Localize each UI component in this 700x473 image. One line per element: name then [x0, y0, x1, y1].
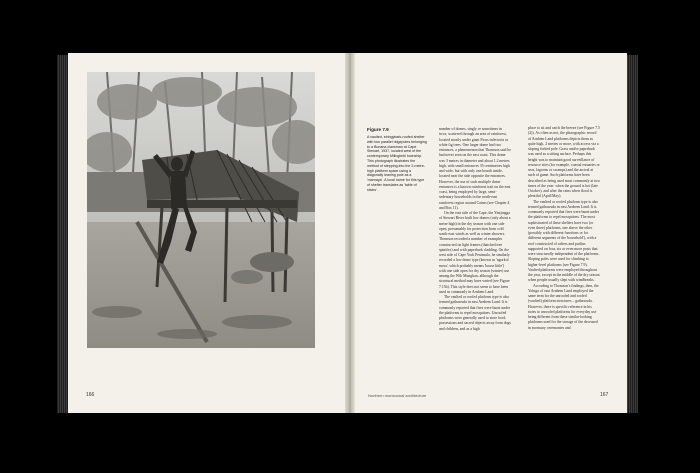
paragraph: place to sit and catch the breeze (see Figure 7.5 (2)). As often as not, the photographic record of Arnhem Land platforms depicts them as quite high, 2 metres or more, with access via a sloping forked pole. Grass and/or paperbark was used as a sitting surface. Perhaps this height was to maintain good surveillance of resource sites (for example, coastal estuaries or seas, lagoons or swamps) and the arrival at such of game. Such platforms have been described as being used most commonly at two times of the year: when the ground is hot (late October), and after the rains when flood is plentiful (April/May).	[528, 126, 600, 199]
book-page-edges-right	[627, 55, 638, 413]
page-number-left: 166	[86, 392, 95, 398]
paragraph: number of domes, singly or sometimes in twos, scattered through an area of rainforest, located mostly under giant Ficus infectoria or white fig trees. One larger dome had two entrances, a phenomenon that Thomson said he had never seen on the east coast. This dome was 3 metres in diameter and about 1.2 metres high, with small entrances 35 centimetres high and wide, but with only one hearth inside, located near the side opposite the entrances. However, the use of such multiple dome entrances is a known rainforest trait on the east coast, being employed by large, semi-sedentary households in the north-east rainforest region around Cairns (see Chapter 4 and Box 11).	[439, 127, 511, 210]
page-number-right: 167	[600, 392, 609, 398]
figure-caption-title: Figure 7.9	[367, 127, 389, 132]
paragraph: On the east side of the Cape, the Yintjingga of Stewart River built low domes (only about a metre high) in the dry season with one side open, presumably for protection from cold south-east winds as well as winter showers. Thomson recorded a number of examples constructed on light frames (thatched tree spinifex) and with paperbark cladding. On the west side of Cape York Peninsula, he similarly recorded a low dome type (known as 'ngorkol mora', which probably means 'house little') with one side open for dry season (winter) use among the Wik Mungkan, although the structural method may have varied (see Figure 7.15b). This style does not seem to have been used as commonly in Arnhem Land.	[439, 211, 511, 294]
paragraph: The vaulted or roofed platform type is also termed gathawuda in east Arnhem Land. It is commonly reported that fires were burnt under the platforms to repel mosquitoes. Unroofed platforms were generally used to store food, possessions and sacred objects away from dogs and children, and as a high	[439, 295, 511, 331]
body-text-column-1	[439, 127, 511, 387]
book-page-edges-left	[57, 55, 68, 413]
running-head: Northern monsoonal architecture	[368, 393, 427, 398]
figure-caption	[367, 127, 427, 193]
paragraph: According to Thomson's findings, then, the Yolngu of east Arnhem Land employed the same term for the unroofed and roofed (vaulted) platform structures – gathawuda. However, there is specific reference in his notes to unroofed platforms for everyday use being different from these similar-looking platforms used for the storage of the deceased in mortuary ceremonies and	[528, 283, 599, 330]
paragraph: The vaulted or roofed platform type is also termed gathawuda in east Arnhem Land. It is commonly reported that fires were burnt under the platforms to repel mosquitoes. The most sophisticated of these shelters have two (or even three) platforms, one above the other (possibly with different functions or for different segments of the 'household'), with a roof constructed of rafters and purlins supported on four, six or even more posts that were structurally independent of the platforms. Sloping poles were used for climbing to higher-level platforms (see Figure 7.9). Vaulted platforms were employed throughout the year, except in the middle of the dry season when people usually slept with windbreaks.	[528, 199, 600, 283]
figure-caption-body: A vaulted, stringybark-roofed shelter with two parallel ridgepoles belonging to a Bunana clansman at Cape Stewart, 1937, located west of the contemporary Milingimbi township. This photograph illustrates the method of stepping into the 2-metre-high platform space using a diagonally leaning pole as a 'marnaya'. A local name for this type of shelter translates as 'table of sticks'.	[367, 135, 427, 192]
body-text-column-2	[528, 126, 600, 388]
shelter-photograph	[87, 72, 315, 348]
book-gutter	[345, 53, 355, 413]
